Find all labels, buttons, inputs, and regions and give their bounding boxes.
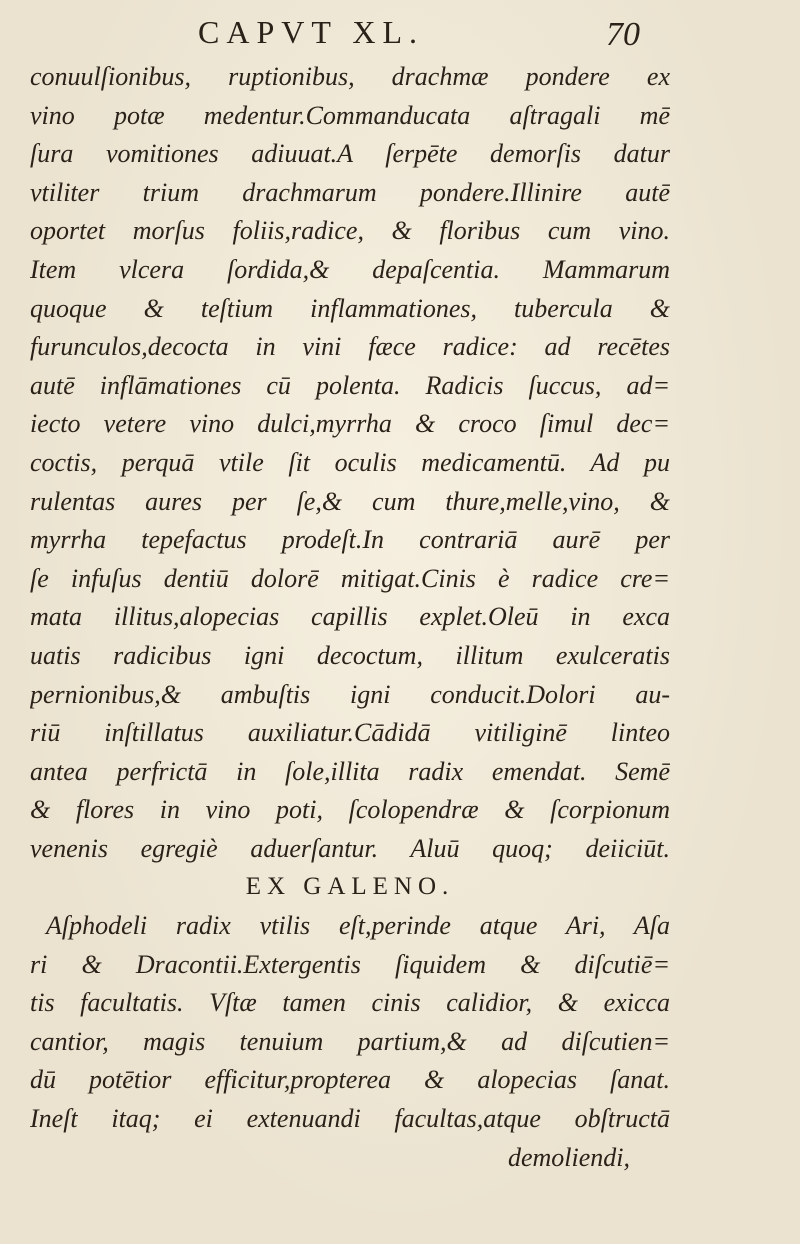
running-head: CAPVT XL. (198, 14, 424, 50)
text-line: demoliendi, (507, 1142, 630, 1172)
page-header (0, 14, 800, 56)
text-line: ſe infuſus dentiū dolorē mitigat.Cinis è radice cre= (30, 563, 670, 593)
text-line: & flores in vino poti, ſcolopendræ & ſcorpionum (30, 795, 670, 825)
text-line: oportet morſus foliis,radice, & floribus cum vino. (30, 216, 670, 246)
text-line: ſura vomitiones adiuuat.A ſerpēte demorſis datur (30, 139, 670, 169)
text-line: uatis radicibus igni decoctum, illitum exulceratis (30, 640, 670, 670)
text-line: vtiliter trium drachmarum pondere.Illinire autē (30, 177, 670, 207)
text-line: dū potētior efficitur,propterea & alopecias ſanat. (30, 1065, 670, 1095)
text-line: cantior, magis tenuium partium,& ad diſcutien= (30, 1026, 670, 1056)
text-line: pernionibus,& ambuſtis igni conducit.Dolori au- (30, 679, 670, 709)
text-line: venenis egregiè aduerſantur. Aluū quoq; deiiciūt. (30, 833, 670, 863)
text-line: furunculos,decocta in vini fæce radice: ad recētes (30, 332, 670, 362)
text-line: ri & Dracontii.Extergentis ſiquidem & diſcutiē= (30, 949, 670, 979)
section-heading: EX GALENO. (245, 873, 455, 901)
text-line: quoque & teſtium inflammationes, tubercula & (30, 293, 670, 323)
text-line: myrrha tepefactus prodeſt.In contrariā aurē per (30, 525, 670, 555)
text-line: Aſphodeli radix vtilis eſt,perinde atque Ari, Aſa (46, 911, 670, 941)
text-line: coctis, perquā vtile ſit oculis medicamentū. Ad pu (30, 447, 670, 477)
text-line: mata illitus,alopecias capillis explet.Oleū in exca (30, 602, 670, 632)
text-line: tis facultatis. Vſtæ tamen cinis calidior, & exicca (30, 988, 670, 1018)
text-line: Item vlcera ſordida,& depaſcentia. Mammarum (30, 254, 670, 284)
text-line: vino potæ medentur.Commanducata aſtragali mē (30, 100, 670, 130)
text-line: Ineſt itaq; ei extenuandi facultas,atque obſtructā (30, 1104, 670, 1134)
text-line: riū inſtillatus auxiliatur.Cādidā vitiliginē linteo (30, 718, 670, 748)
paragraph (30, 58, 670, 868)
text-line: antea perfrictā in ſole,illita radix emendat. Semē (30, 756, 670, 786)
text-line: iecto vetere vino dulci,myrrha & croco ſimul dec= (30, 409, 670, 439)
text-line: rulentas aures per ſe,& cum thure,melle,vino, & (30, 486, 670, 516)
paragraph (30, 907, 670, 1177)
text-block (30, 58, 670, 1177)
text-line: autē inflāmationes cū polenta. Radicis ſuccus, ad= (30, 370, 670, 400)
page-number: 70 (606, 16, 640, 53)
text-line: conuulſionibus, ruptionibus, drachmæ pondere ex (30, 62, 670, 91)
